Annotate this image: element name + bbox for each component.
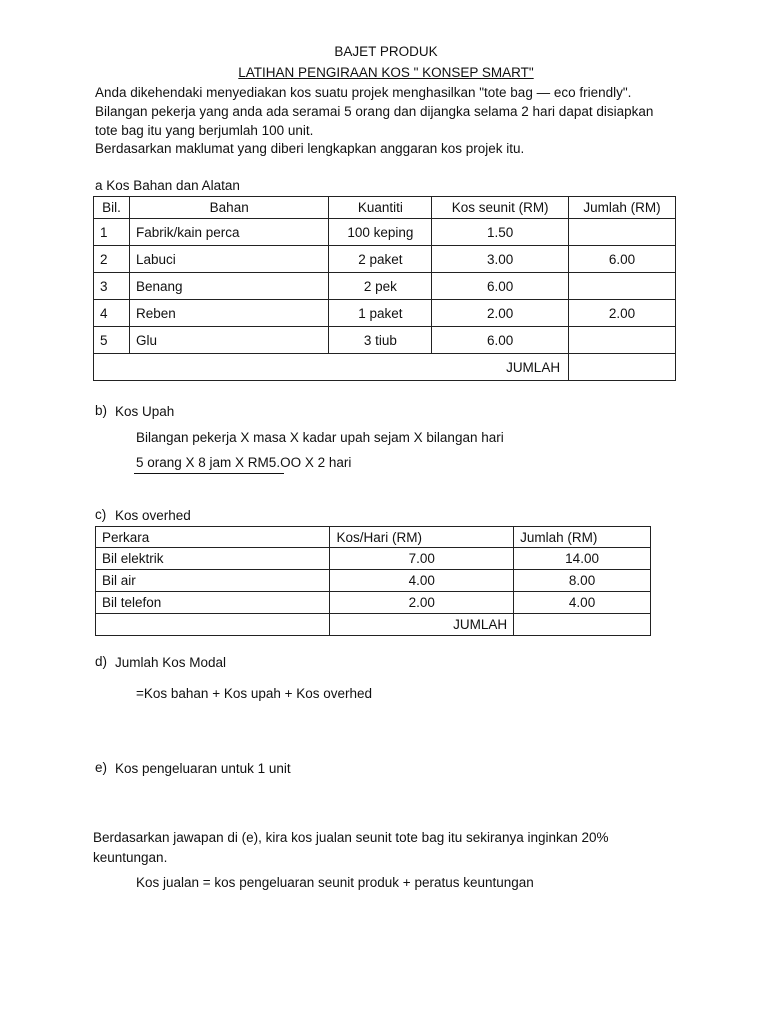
cell-jumlah: 4.00 [514,592,651,614]
calculation-underline [134,473,284,474]
overhead-total-row [96,614,651,636]
total-label: JUMLAH [330,614,514,636]
total-value [514,614,651,636]
materials-total-row [94,354,676,381]
cell-perkara: Bil telefon [96,592,330,614]
capital-formula: =Kos bahan + Kos upah + Kos overhed [136,686,373,701]
cell-jumlah: 6.00 [569,246,676,273]
empty-cell [96,614,330,636]
total-value [569,354,676,381]
cell-bahan: Reben [129,300,328,327]
header-kos-seunit: Kos seunit (RM) [432,197,569,219]
table-row [94,219,676,246]
cell-kos-seunit: 2.00 [432,300,569,327]
closing-line-1: Berdasarkan jawapan di (e), kira kos jualan seunit tote bag itu sekiranya inginkan 20% [93,830,609,845]
table-row [94,246,676,273]
intro-line-2: Bilangan pekerja yang anda ada seramai 5 orang dan dijangka selama 2 hari dapat disiapkan [95,104,654,119]
table-row [96,548,651,570]
header-bil: Bil. [94,197,130,219]
section-a-heading: a Kos Bahan dan Alatan [95,178,240,193]
cell-kos-hari: 4.00 [330,570,514,592]
wage-formula: Bilangan pekerja X masa X kadar upah sejam X bilangan hari [136,430,504,445]
cell-perkara: Bil air [96,570,330,592]
section-b-marker: b) [95,403,108,418]
header-jumlah: Jumlah (RM) [569,197,676,219]
cell-bahan: Benang [129,273,328,300]
section-d-marker: d) [95,654,108,669]
section-b-heading: Kos Upah [115,404,175,419]
cell-kuantiti: 100 keping [329,219,432,246]
table-row [96,592,651,614]
cell-kos-hari: 2.00 [330,592,514,614]
cell-jumlah: 14.00 [514,548,651,570]
section-c-marker: c) [95,507,107,522]
overhead-header-row [96,527,651,548]
header-perkara: Perkara [96,527,330,548]
cell-kuantiti: 2 paket [329,246,432,273]
cell-kos-seunit: 6.00 [432,273,569,300]
cell-kuantiti: 2 pek [329,273,432,300]
wage-calculation: 5 orang X 8 jam X RM5.OO X 2 hari [136,455,352,470]
total-label: JUMLAH [94,354,569,381]
header-kuantiti: Kuantiti [329,197,432,219]
header-jumlah: Jumlah (RM) [514,527,651,548]
section-d-heading: Jumlah Kos Modal [115,655,227,670]
cell-jumlah: 2.00 [569,300,676,327]
cell-kos-seunit: 6.00 [432,327,569,354]
cell-bil: 4 [94,300,130,327]
cell-kos-seunit: 1.50 [432,219,569,246]
intro-line-4: Berdasarkan maklumat yang diberi lengkapkan anggaran kos projek itu. [95,141,525,156]
cell-jumlah [569,219,676,246]
overhead-table [95,526,651,636]
intro-line-1: Anda dikehendaki menyediakan kos suatu projek menghasilkan "tote bag — eco friendly". [95,85,632,100]
table-row [94,327,676,354]
header-kos-hari: Kos/Hari (RM) [330,527,514,548]
cell-bahan: Glu [129,327,328,354]
cell-kuantiti: 3 tiub [329,327,432,354]
header-bahan: Bahan [129,197,328,219]
intro-line-3: tote bag itu yang berjumlah 100 unit. [95,123,314,138]
selling-price-formula: Kos jualan = kos pengeluaran seunit produk + peratus keuntungan [136,875,534,890]
table-row [94,300,676,327]
cell-bil: 3 [94,273,130,300]
materials-table [93,196,676,381]
cell-bil: 5 [94,327,130,354]
document-subtitle: LATIHAN PENGIRAAN KOS " KONSEP SMART" [238,65,534,80]
cell-jumlah [569,327,676,354]
cell-jumlah [569,273,676,300]
cell-kos-hari: 7.00 [330,548,514,570]
cell-kos-seunit: 3.00 [432,246,569,273]
document-title: BAJET PRODUK [334,44,438,59]
table-row [94,273,676,300]
cell-kuantiti: 1 paket [329,300,432,327]
section-e-marker: e) [95,760,108,775]
section-e-heading: Kos pengeluaran untuk 1 unit [115,761,291,776]
cell-bahan: Labuci [129,246,328,273]
section-c-heading: Kos overhed [115,508,191,523]
closing-line-2: keuntungan. [93,850,168,865]
cell-jumlah: 8.00 [514,570,651,592]
cell-perkara: Bil elektrik [96,548,330,570]
cell-bahan: Fabrik/kain perca [129,219,328,246]
cell-bil: 2 [94,246,130,273]
materials-header-row [94,197,676,219]
cell-bil: 1 [94,219,130,246]
table-row [96,570,651,592]
